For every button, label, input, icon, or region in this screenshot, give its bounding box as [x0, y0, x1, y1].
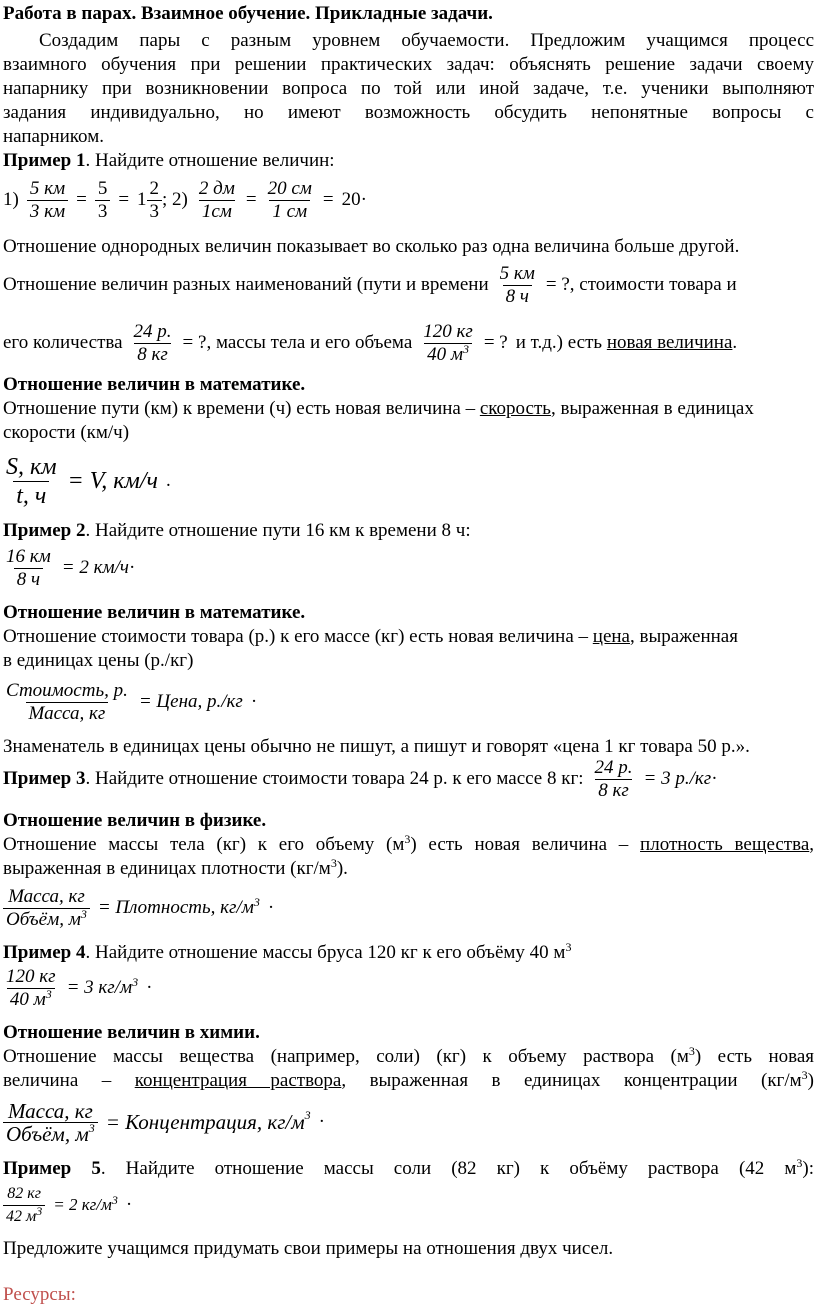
density-result: = Плотность, $кг/м^3$ [97, 895, 260, 918]
dot: · [318, 1111, 325, 1132]
fraction-cost-mass: Стоимость, р. Масса, кг [6, 679, 128, 724]
fraction-mass-volume: Масса, кг Объём, $м^3$ [3, 886, 90, 931]
dot: · [360, 189, 367, 210]
speed-term: скорость [479, 398, 551, 419]
fraction-24r-8kg-ex3: 24 р. 8 кг [594, 756, 633, 801]
relation-line-2 [3, 258, 814, 312]
example-4-result: = 3 $кг/м^3$ [66, 975, 139, 998]
example-4-formula [3, 962, 152, 1014]
example-4-label: Пример 4 [3, 942, 86, 963]
example-3-label: Пример 3 [3, 768, 86, 789]
fraction-2-3: 2 3 [147, 178, 163, 223]
physics-line-2: выраженная в единицах плотности $(кг/м^3)$. [3, 856, 348, 879]
example-2-formula [3, 542, 135, 594]
fraction-5km-3km: 5 км 3 км [27, 178, 68, 223]
question-eq: = ? [483, 332, 508, 353]
fraction-5km-8h: 5 км 8 ч [499, 262, 535, 307]
result-20: 20 [341, 189, 361, 210]
example-5-label: Пример 5 [3, 1158, 101, 1179]
density-term: плотность вещества [640, 834, 810, 855]
period: . [732, 332, 738, 353]
fraction-120kg-40m3-ex4: 120 кг 40 $м^3$ [6, 965, 56, 1010]
dot: · [128, 557, 136, 578]
math-1-line-2: скорости (км/ч) [3, 422, 130, 443]
section-physics-heading: Отношение величин в физике. [3, 810, 267, 831]
density-formula [3, 880, 274, 936]
new-quantity-term: новая величина [606, 332, 733, 353]
math-1-line-1: Отношение пути (км) к времени (ч) есть новая величина – скорость, выраженная в единицах [3, 398, 754, 419]
formula-part-1-label: 1) [3, 189, 19, 210]
speed-formula [3, 448, 171, 514]
fraction-2dm-1cm: 2 дм 1см [198, 177, 235, 222]
relation-text-5: и т.д.) есть [515, 332, 603, 353]
example-3-result: = 3 р./кг [643, 768, 712, 789]
example-1-text: . Найдите отношение величин: [85, 150, 335, 171]
example-5-formula [3, 1178, 132, 1232]
example-1-label: Пример 1 [3, 150, 86, 171]
dot: · [711, 768, 718, 789]
final-instruction: Предложите учащимся придумать свои примеры на отношения двух чисел. [3, 1238, 614, 1259]
example-1-heading [3, 150, 335, 172]
example-2-label: Пример 2 [3, 520, 86, 541]
separator: ; 2) [162, 189, 188, 210]
example-3-line: Пример 3 . Найдите отношение стоимости товара 24 р. к его массе 8 кг: 24 р. 8 кг = 3 р./кг · [3, 756, 718, 801]
price-term: цена [592, 626, 630, 647]
fraction-120kg-40m3: 120 кг 40 $м^3$ [423, 320, 473, 365]
intro-line-3: напарнику при возникновении вопроса по той или иной задаче, т.е. ученики выполняют [3, 78, 814, 99]
intro-line-1: Создадим пары с разным уровнем обучаемости. Предложим учащимся процесс [39, 30, 814, 51]
math-2-line-1: Отношение стоимости товара (р.) к его массе (кг) есть новая величина – цена, выраженная [3, 626, 738, 647]
fraction-5-3: 5 3 [95, 178, 111, 223]
relation-text-2: , стоимости товара и [569, 274, 737, 295]
chemistry-line-2: величина – концентрация раствора, выраженная в единицах концентрации $(кг/м^3)$ [3, 1068, 814, 1091]
concentration-result: = Концентрация, $кг/м^3$ [105, 1107, 311, 1134]
chemistry-line-1: Отношение массы вещества (например, соли) (кг) к объему раствора $(м^3)$ есть новая [3, 1044, 815, 1067]
concentration-term: концентрация раствора [134, 1070, 342, 1091]
section-chemistry-heading: Отношение величин в химии. [3, 1022, 260, 1043]
dot: · [267, 897, 275, 918]
price-formula [3, 674, 257, 730]
equals-sign: = [76, 189, 87, 210]
section-math-1-heading: Отношение величин в математике. [3, 374, 306, 395]
mixed-whole: 1 [137, 189, 147, 210]
section-math-2-heading: Отношение величин в математике. [3, 602, 306, 623]
dot: · [250, 691, 258, 712]
math-2-line-2: в единицах цены (р./кг) [3, 650, 194, 671]
price-note: Знаменатель в единицах цены обычно не пишут, а пишут и говорят «цена 1 кг товара 50 р.». [3, 736, 750, 757]
concentration-formula [3, 1094, 325, 1150]
price-result: = Цена, р./кг [138, 691, 243, 712]
physics-line-1: Отношение массы тела (кг) к его объему $(м^3)$ есть новая величина – плотность вещества, [3, 832, 815, 855]
fraction-mass-volume-chem: Масса, кг Объём, $м^3$ [3, 1100, 98, 1145]
relation-text-3: его количества [3, 332, 123, 353]
fraction-82kg-42m3: 82 кг 42 $м^3$ [3, 1183, 45, 1228]
example-2-result: = 2 км/ч [61, 557, 129, 578]
fraction-20cm-1cm: 20 см 1 см [267, 177, 312, 222]
example-4-heading: Пример 4. Найдите отношение массы бруса 120 кг к его объёму 40 $м^3$ [3, 940, 572, 963]
dot: · [125, 1194, 133, 1215]
resources-heading: Ресурсы: [3, 1284, 76, 1305]
fraction-s-t: S, км t, ч [6, 453, 57, 509]
example-1-formula [3, 172, 367, 228]
example-5-heading: Пример 5. Найдите отношение массы соли (82 кг) к объёму раствора (42 $м^3$): [3, 1156, 814, 1179]
relation-text-4: , массы тела и его объема [206, 332, 413, 353]
equals-sign: = [322, 189, 334, 210]
intro-line-4: задания индивидуально, но имеют возможность обсудить непонятные вопросы с [3, 102, 814, 123]
question-eq: = ? [545, 274, 570, 295]
page-title: Работа в парах. Взаимное обучение. Прикладные задачи. [3, 3, 493, 24]
fraction-16km-8h: 16 км 8 ч [6, 545, 51, 590]
relation-text-1: Отношение величин разных наименований (пути и времени [3, 274, 489, 295]
dot: . [165, 470, 171, 491]
question-eq: = ? [182, 332, 207, 353]
speed-result: = V, км/ч [67, 467, 158, 494]
relation-line-3 [3, 316, 737, 370]
example-2-heading: Пример 2. Найдите отношение пути 16 км к времени 8 ч: [3, 520, 471, 541]
equals-sign: = [118, 189, 130, 210]
dot: · [146, 977, 153, 998]
intro-line-2: взаимного обучения при решении практических задач: объяснять решение задачи своему [3, 54, 814, 75]
intro-line-5: напарником. [3, 126, 104, 147]
equals-sign: = [245, 189, 257, 210]
fraction-24r-8kg: 24 р. 8 кг [133, 320, 172, 365]
relation-line-1: Отношение однородных величин показывает во сколько раз одна величина больше другой. [3, 236, 740, 257]
example-5-result: = 2 $кг/м^3$ [53, 1193, 118, 1214]
